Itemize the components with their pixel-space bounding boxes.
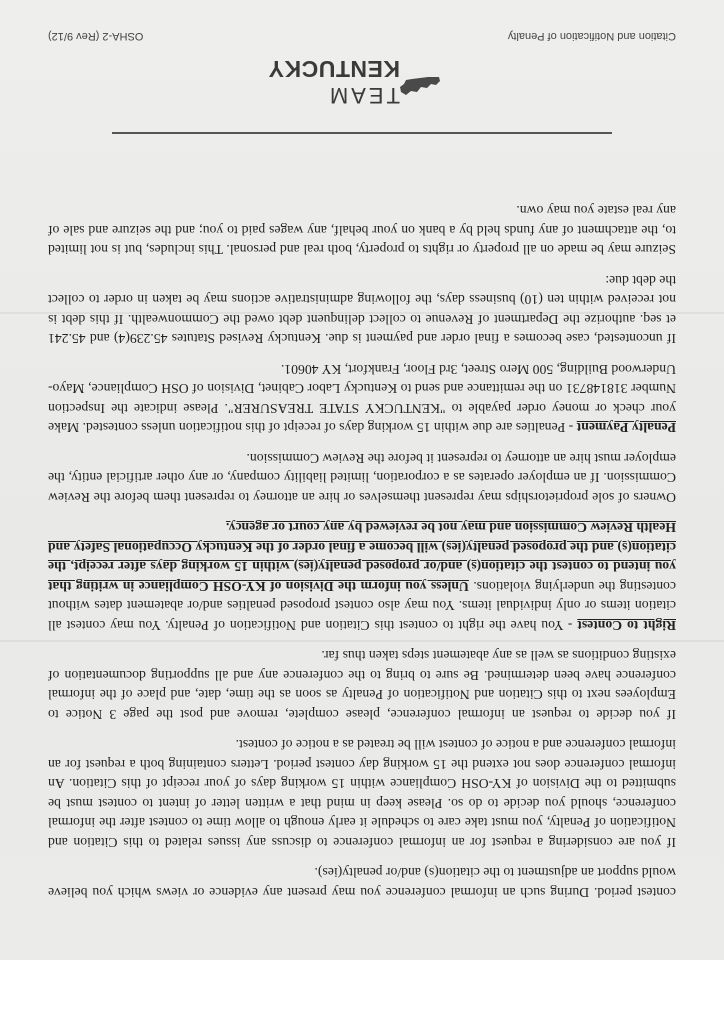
team-kentucky-logo	[268, 50, 442, 112]
notice-to-employees-paragraph: If you decide to request an informal conference, please complete, remove and post the page 3 Notice to Employees next to this Citation and Notification of Penalty as soon as the time, date, and place of the informal conference have been determined. Be sure to bring to the conference any and all supporting documentation of existing conditions as well as any abatement steps taken thus far.	[48, 648, 676, 722]
right-to-contest-heading: Right to Contest	[577, 618, 676, 633]
penalty-payment-heading: Penalty Payment	[576, 420, 676, 436]
horizontal-rule	[112, 133, 612, 135]
uncontested-paragraph: If uncontested, case becomes a final order and payment is due. Kentucky Revised Statutes 45.239(4) and 45.241 et seq. authorize the Department of Revenue to collect delinquent debt owed the Commonwealth. If this debt is not received within ten (10) business days, the following administrative actions may be taken in order to collect the debt due:	[48, 273, 676, 347]
footer-form-title: Citation and Notification of Penalty	[507, 30, 676, 42]
footer-form-number: OSHA-2 (Rev 9/12)	[48, 30, 144, 42]
right-to-contest-paragraph	[48, 518, 676, 635]
informal-conference-paragraph: If you are considering a request for an informal conference to discuss any issues related to this Citation and Notification of Penalty, you must take care to schedule it early enough to allow time to contest after the informal conference, should you decide to do so. Please keep in mind that a written letter of intent to contest must be submitted to the Division of KY-OSH Compliance within 15 working days of your receipt of this Citation. An informal conference does not extend the 15 working day contest period. Letters containing both a request for an informal conference and a notice of contest will be treated as a notice of contest.	[48, 737, 676, 850]
penalty-payment-text: - Penalties are due within 15 working days of receipt of this notification unless contested. Make your check or money order payable to "KENTUCKY STATE TREASURER". Please indicate the Inspection Number 318148731 on the remittance and send to Kentucky Labor Cabinet, Division of OSH Compliance, Mayo-Underwood Building, 500 Mero Street, 3rd Floor, Frankfort, KY 40601.	[48, 362, 676, 436]
logo-line-team: TEAM	[326, 83, 400, 108]
kentucky-state-shape-icon	[398, 72, 442, 98]
seizure-paragraph: Seizure may be made on all property or rights to property, both real and personal. This includes, but is not limited to, the attachment of any funds held by a bank on your behalf, any wages paid to you; and the seizure and sale of any real estate you may own.	[48, 203, 676, 258]
document-body	[48, 190, 676, 902]
logo-line-kentucky: KENTUCKY	[268, 56, 400, 82]
right-to-contest-warning: Unless you inform the Division of KY-OSH Compliance in writing that you intend to contest the citation(s) and/or proposed penalty(ies) within 15 working days after receipt, the citation(s) and the proposed penalty(ies) will become a final order of the Kentucky Occupational Safety and Health Review Commission and may not be reviewed by any court or agency.	[48, 520, 676, 594]
right-to-contest-text: - You have the right to contest this Citation and Notification of Penalty. You may contest all citation items or only individual items. You may also contest proposed penalties and/or abatement dates without contesting the underlying violations.	[48, 579, 676, 633]
intro-continuation-paragraph: contest period. During such an informal conference you may present any evidence or views which you believe would support an adjustment to the citation(s) and/or penalty(ies).	[48, 865, 676, 900]
penalty-payment-paragraph	[48, 360, 676, 438]
owners-paragraph: Owners of sole proprietorships may represent themselves or hire an attorney to represent them before the Review Commission. If an employer operates as a corporation, limited liability company, or any other artificial entity, the employer must hire an attorney to represent it before the Review Commission.	[48, 451, 676, 505]
